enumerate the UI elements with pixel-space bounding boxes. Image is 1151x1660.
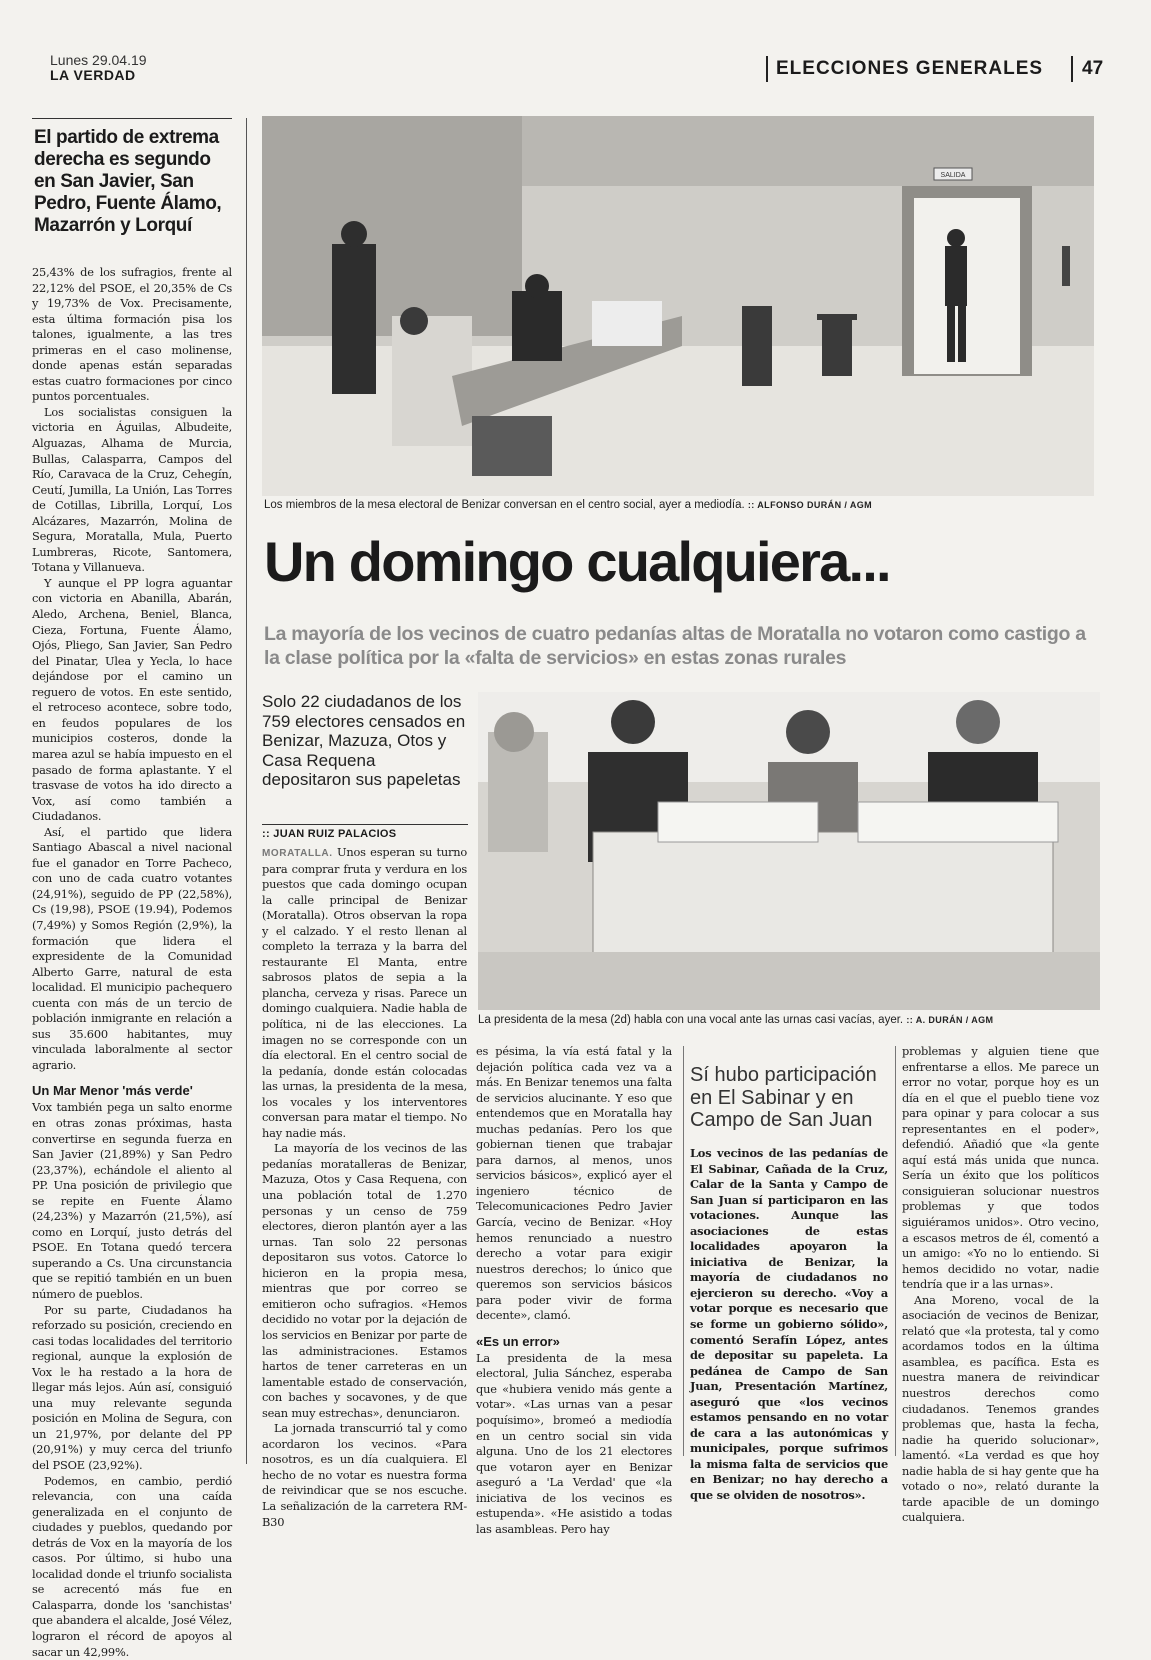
- sidebar-headline: El partido de extrema derecha es segundo en San Javier, San Pedro, Fuente Álamo, Mazarrón y Lorquí: [34, 127, 222, 236]
- article-subheadline: La mayoría de los vecinos de cuatro pedanías altas de Moratalla no votaron como castigo a la clase política por la «falta de servicios» en estas zonas rurales: [264, 623, 1086, 669]
- exit-sign-text: SALIDA: [940, 172, 966, 179]
- article-paragraph-text: Unos esperan su turno para comprar fruta y verdura en los puestos que cada domingo ocupan la calle principal de Benizar (Moratalla). Otros observan la ropa y el calzado. Y el resto llenan al completo la terraza y la barra del restaurante El Manta, entre sabrosos platos de sepia a la plancha, cerveza y risas. Parece un domingo cualquiera. Nadie habla de política, ni de las elecciones. La imagen no se corresponde con un día electoral. En el centro social de la pedanía, donde están colocadas las urnas, la presidenta de la mesa, los vocales y los interventores conversan para matar el tiempo. No hay nadie más.: [262, 845, 467, 1140]
- article-column-2: [476, 1044, 672, 1537]
- article-paragraph: es pésima, la vía está fatal y la dejación política cada vez va a más. En Benizar tenemos una falta de servicios alucinante. Y eso que entendemos que en Moratalla hay muchas pedanías. Pero los que gobiernan tienen que trabajar para darnos, al menos, unos servicios básicos», explicó ayer el ingeniero técnico de Telecomunicaciones Pedro Javier García, vecino de Benizar. «Hoy hemos renunciado a nuestro derecho a votar para exigir nuestros derechos; lo único que queremos son servicios básicos para poder vivir de forma decente», clamó.: [476, 1044, 672, 1323]
- article-column-4: [902, 1044, 1099, 1526]
- column-divider: [246, 118, 247, 1464]
- sidebar-paragraph: Por su parte, Ciudadanos ha reforzado su posición, creciendo en casi todas localidades del territorio regional, aunque la explosión de Vox le ha restado a la hora de llegar más lejos. Aún así, consiguió una muy relevante segunda posición en Molina de Segura, con un 21,97%, por delante del PP (20,91%) y muy cerca del triunfo del PSOE (23,92%).: [32, 1302, 232, 1473]
- article-dateline: MORATALLA.: [262, 848, 333, 859]
- article-paragraph: La presidenta de la mesa electoral, Julia Sánchez, esperaba que «hubiera venido más gente a votar». «Las urnas van a pesar poquísimo», bromeó a mediodía en un centro social sin vida alguna. Uno de los 21 electores que votaron ayer en Benizar aseguró a 'La Verdad' que «la iniciativa de los vecinos es estupenda». «He asistido a todas las asambleas. Pero hay: [476, 1350, 672, 1536]
- box-body: [690, 1146, 888, 1504]
- photo1-caption-text: Los miembros de la mesa electoral de Benizar conversan en el centro social, ayer a mediodía.: [264, 499, 745, 511]
- box-title: Sí hubo participación en El Sabinar y en Campo de San Juan: [690, 1064, 877, 1131]
- article-column-1: [262, 845, 467, 1530]
- article-paragraph: problemas y alguien tiene que enfrentarse a ellos. Me parece un error no votar, porque hoy es un día en el que el pueblo tiene voz para opinar y para colocar a sus representantes en el poder», defendió. Añadió que «la gente aquí está más unida que nunca. Sería un éxito que los políticos consiguieran solucionar nuestros problemas y que todos siguiéramos unidos». Otro vecino, a escasos metros de él, comentó a un amigo: «Yo no lo entiendo. Si hemos decidido no votar, nadie tendría que ir a las urnas».: [902, 1044, 1099, 1292]
- photo1-credit: :: ALFONSO DURÁN / AGM: [747, 500, 873, 510]
- header-section: ELECCIONES GENERALES: [776, 58, 1044, 79]
- sidebar-column: [32, 118, 232, 1660]
- photo2-caption: [478, 1014, 993, 1026]
- article-paragraph: [262, 845, 467, 1141]
- header-paper-name: LA VERDAD: [50, 67, 136, 83]
- photo2-caption-text: La presidenta de la mesa (2d) habla con una vocal ante las urnas casi vacías, ayer.: [478, 1014, 904, 1026]
- sidebar-paragraph: 25,43% de los sufragios, frente al 22,12% del PSOE, el 20,35% de Cs y 19,73% de Vox. Precisamente, esta última formación pisa los talones, igualmente, a las tres primeras en el caso molinense, donde apenas están separadas estas cuatro formaciones por cinco puntos porcentuales.: [32, 265, 232, 404]
- sidebar-top-rule: [32, 118, 232, 119]
- article-paragraph: La mayoría de los vecinos de las pedanías moratalleras de Benizar, Mazuza, Otos y Casa Requena, con una población total de 1.270 personas y un censo de 759 electores, dieron plantón ayer a las urnas. Tan solo 22 personas depositaron sus votos. Catorce lo hicieron en la propia mesa, mientras que por correo se emitieron ocho sufragios. «Hemos decidido no votar por la dejación de los servicios en Benizar por parte de las administraciones. Estamos hartos de tener carreteras en un lamentable estado de conservación, con baches y socavones, y de que sean muy estrechas», denunciaron.: [262, 1141, 467, 1420]
- box-divider: [683, 1046, 684, 1456]
- article-lede: Solo 22 ciudadanos de los 759 electores censados en Benizar, Mazuza, Otos y Casa Requena depositaron sus papeletas: [262, 692, 466, 789]
- photo2-credit: :: A. DURÁN / AGM: [906, 1015, 994, 1025]
- sidebar-paragraph: Los socialistas consiguen la victoria en Águilas, Albudeite, Alguazas, Alhama de Murcia, Bullas, Calasparra, Campos del Río, Caravaca de la Cruz, Cehegín, Ceutí, Jumilla, La Unión, Las Torres de Cotillas, Librilla, Lorquí, Los Alcázares, Mazarrón, Molina de Segura, Moratalla, Mula, Puerto Lumbreras, Ricote, Santomera, Totana y Villanueva.: [32, 404, 232, 575]
- box-paragraph: Los vecinos de las pedanías de El Sabinar, Cañada de la Cruz, Calar de la Santa y Campo de San Juan sí participaron en las votaciones. Aunque las asociaciones de estas localidades apoyaron la iniciativa de Benizar, la mayoría de ciudadanos no ejercieron su derecho. «Voy a votar porque es necesario que se forme un gobierno sólido», comentó Serafín López, antes de depositar su papeleta. La pedánea de Campo de San Juan, Presentación Martínez, aseguró que «los vecinos estamos pensando en no votar de cara a las autonómicas y municipales, porque sufrimos la misma falta de servicios que en Benizar; no hay derecho a que se olviden de nosotros».: [690, 1146, 888, 1503]
- sidebar-paragraph: Y aunque el PP logra aguantar con victoria en Abanilla, Abarán, Aledo, Archena, Beniel, Blanca, Cieza, Fortuna, Fuente Álamo, Ojós, Pliego, San Javier, San Pedro del Pinatar, Ulea y Yecla, lo hace dejándose por el camino un reguero de votos. En este sentido, el retroceso acontece, sobre todo, en feudos populares de los municipios costeros, donde la marea azul se había impuesto en el pasado de forma aplastante. Y el trasvase de votos ha ido directo a Vox, así como también a Ciudadanos.: [32, 575, 232, 824]
- article-byline: :: JUAN RUIZ PALACIOS: [262, 828, 397, 840]
- photo-illustration: [262, 116, 1094, 496]
- header-date: Lunes 29.04.19: [50, 52, 147, 68]
- header-divider: [766, 56, 768, 82]
- photo-illustration: [478, 692, 1100, 1010]
- article-subhead: «Es un error»: [476, 1333, 560, 1349]
- byline-rule: [262, 824, 468, 825]
- sidebar-body: [32, 265, 232, 1660]
- article-paragraph: Ana Moreno, vocal de la asociación de vecinos de Benizar, relató que «la protesta, tal y como acordamos todos en la última asamblea, es pacífica. Esta es nuestra manera de reivindicar nuestros derechos como ciudadanos. Tenemos grandes problemas que, hasta la fecha, nadie ha querido solucionar», lamentó. «La verdad es que hoy nadie habla de si hay gente que ha votado o no», relató durante la tarde apacible de un domingo cualquiera.: [902, 1292, 1099, 1525]
- box-divider: [895, 1046, 896, 1456]
- photo1-caption: [264, 499, 872, 511]
- article-headline: Un domingo cualquiera...: [264, 530, 890, 593]
- sidebar-paragraph: Vox también pega un salto enorme en otras zonas próximas, hasta convertirse en segunda fuerza en San Javier (21,89%) y San Pedro (23,37%), echándole el aliento al PP. Una posición de privilegio que se repite en Fuente Álamo (24,23%) y Mazarrón (21,5%), así como en Lorquí, justo detrás del PSOE. En Totana quedó tercera superando a Cs. Una circunstancia que se repitió también en un buen número de pueblos.: [32, 1100, 232, 1301]
- header-divider: [1071, 56, 1073, 82]
- sidebar-paragraph: Podemos, en cambio, perdió relevancia, con una caída generalizada en el conjunto de ciudades y pueblos, quedando por detrás de Vox en la mayoría de los casos. Por último, si hubo una localidad donde el triunfo socialista se acrecentó más fue en Calasparra, donde los 'sanchistas' que abandera el alcalde, José Vélez, lograron el récord de apoyos al sacar un 42,99%.: [32, 1473, 232, 1659]
- article-paragraph: La jornada transcurrió tal y como acordaron los vecinos. «Para nosotros, es un día cualquiera. El hecho de no votar es nuestra forma de reivindicar que se nos escuche. La señalización de la carretera RM-B30: [262, 1421, 467, 1529]
- sidebar-subhead: Un Mar Menor 'más verde': [32, 1083, 193, 1099]
- page-number: 47: [1082, 58, 1104, 79]
- sidebar-paragraph: Así, el partido que lidera Santiago Abascal a nivel nacional fue el ganador en Torre Pacheco, con uno de cada cuatro votantes (24,91%), seguido de PP (22,58%), Cs (19,98), PSOE (19.94), Podemos (7,49%) y Somos Región (2,9%), la formación que lidera el expresidente de la Comunidad Alberto Garre, natural de esta localidad. El municipio pachequero cuenta con más de un tercio de población inmigrante en relación a sus 35.600 habitantes, muy vinculada laboralmente al sector agrario.: [32, 824, 232, 1072]
- photo-ballot-boxes: [478, 692, 1100, 1010]
- photo-polling-station-room: [262, 116, 1094, 496]
